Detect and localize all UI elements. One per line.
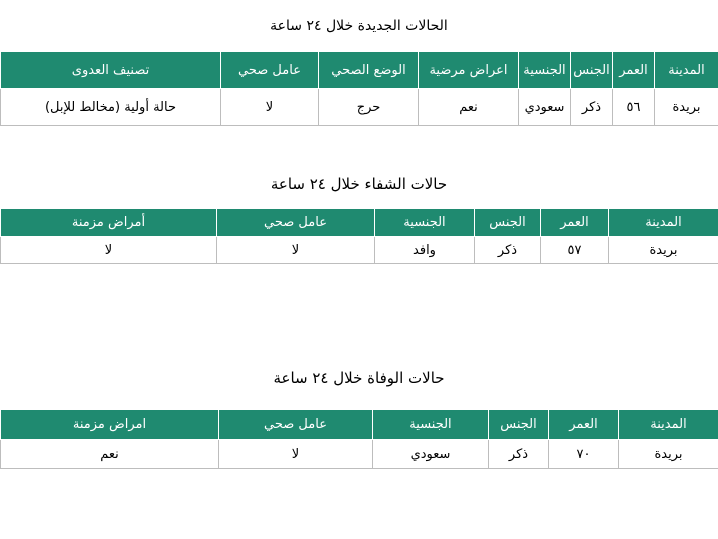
column-header-city: المدينة [619,410,718,440]
cell-chronic-diseases: لا [1,237,217,264]
cell-gender: ذكر [571,89,613,126]
column-header-nationality: الجنسية [375,209,475,237]
column-header-health-status: الوضع الصحي [319,52,419,89]
column-header-health-worker: عامل صحي [217,209,375,237]
column-header-city: المدينة [609,209,718,237]
cell-nationality: وافد [375,237,475,264]
column-header-age: العمر [613,52,655,89]
cell-health-status: حرج [319,89,419,126]
cell-symptoms: نعم [419,89,519,126]
column-header-health-worker: عامل صحي [221,52,319,89]
cell-city: بريدة [609,237,718,264]
cell-city: بريدة [655,89,718,126]
column-header-nationality: الجنسية [373,410,489,440]
recovered-table [0,208,718,264]
column-header-nationality: الجنسية [519,52,571,89]
recovered-title: حالات الشفاء خلال ٢٤ ساعة [270,175,448,193]
column-header-symptoms: اعراض مرضية [419,52,519,89]
table-header-row [1,209,718,237]
column-header-infection-class: تصنيف العدوى [1,52,221,89]
cell-health-worker: لا [219,440,373,469]
deaths-title: حالات الوفاة خلال ٢٤ ساعة [273,369,445,387]
new-cases-title: الحالات الجديدة خلال ٢٤ ساعة [270,18,448,34]
column-header-chronic-diseases: امراض مزمنة [1,410,219,440]
column-header-chronic-diseases: أمراض مزمنة [1,209,217,237]
cell-nationality: سعودي [519,89,571,126]
column-header-health-worker: عامل صحي [219,410,373,440]
column-header-gender: الجنس [475,209,541,237]
column-header-gender: الجنس [489,410,549,440]
cell-nationality: سعودي [373,440,489,469]
cell-age: ٧٠ [549,440,619,469]
deaths-table [0,409,718,469]
table-header-row [1,52,718,89]
table-row [1,440,718,469]
column-header-age: العمر [541,209,609,237]
column-header-city: المدينة [655,52,718,89]
cell-chronic-diseases: نعم [1,440,219,469]
cell-age: ٥٧ [541,237,609,264]
cell-gender: ذكر [489,440,549,469]
column-header-gender: الجنس [571,52,613,89]
cell-infection-class: حالة أولية (مخالط للإبل) [1,89,221,126]
new-cases-table [0,51,718,126]
table-header-row [1,410,718,440]
cell-health-worker: لا [221,89,319,126]
table-row [1,89,718,126]
cell-gender: ذكر [475,237,541,264]
cell-health-worker: لا [217,237,375,264]
column-header-age: العمر [549,410,619,440]
table-row [1,237,718,264]
cell-city: بريدة [619,440,718,469]
cell-age: ٥٦ [613,89,655,126]
